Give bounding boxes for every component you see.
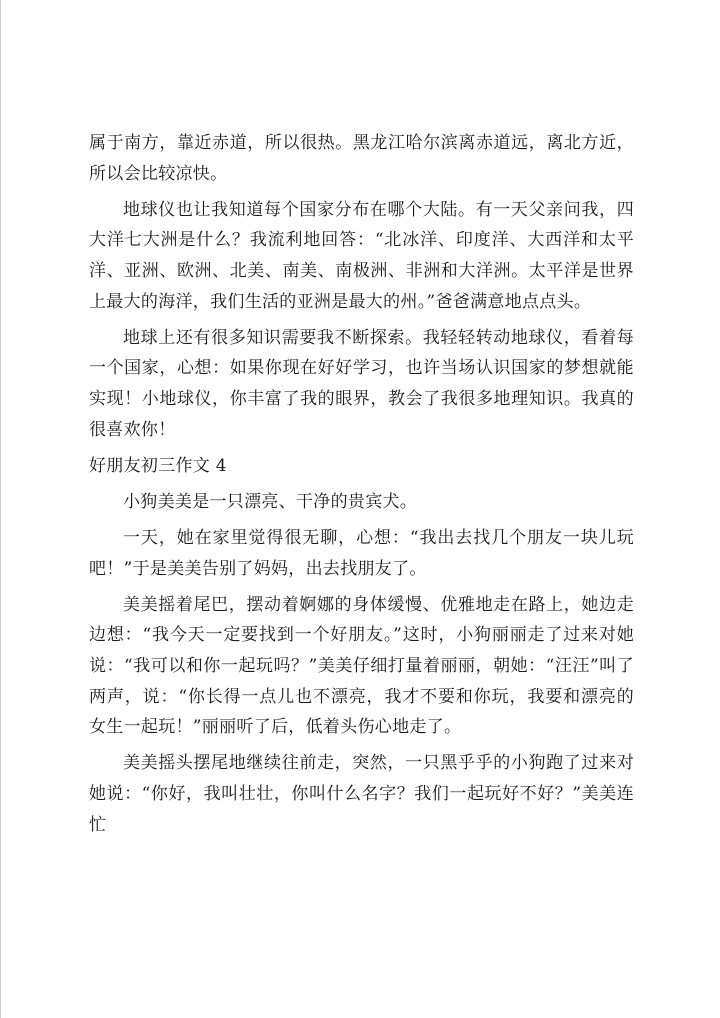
paragraph-1: 属于南方，靠近赤道，所以很热。黑龙江哈尔滨离赤道远，离北方近，所以会比较凉快。 [89,133,634,184]
paragraph-6: 美美摇着尾巴，摆动着婀娜的身体缓慢、优雅地走在路上，她边走边想：“我今天一定要找到一个好朋友。”这时，小狗丽丽走了过来对她说：“我可以和你一起玩吗？”美美仔细打量着丽丽，朝她：“汪汪”叫了两声，说：“你长得一点儿也不漂亮，我才不要和你玩，我要和漂亮的女生一起玩！”丽丽听了后，低着头伤心地走了。 [89,594,634,738]
paragraph-2: 地球仪也让我知道每个国家分布在哪个大陆。有一天父亲问我，四大洋七大洲是什么？我流利地回答：“北冰洋、印度洋、大西洋和太平洋、亚洲、欧洲、北美、南美、南极洲、非洲和大洋洲。太平洋是世界上最大的海洋，我们生活的亚洲是最大的州。”爸爸满意地点点头。 [89,199,634,312]
paragraph-5: 一天，她在家里觉得很无聊，心想：“我出去找几个朋友一块儿玩吧！”于是美美告别了妈妈，出去找朋友了。 [89,528,634,579]
page-edge [0,0,1,1018]
paragraph-7: 美美摇头摆尾地继续往前走，突然，一只黑乎乎的小狗跑了过来对她说：“你好，我叫壮壮，你叫什么名字？我们一起玩好不好？”美美连忙 [89,753,634,835]
essay-heading: 好朋友初三作文 4 [89,455,227,476]
paragraph-4: 小狗美美是一只漂亮、干净的贵宾犬。 [123,491,418,512]
paragraph-3: 地球上还有很多知识需要我不断探索。我轻轻转动地球仪，看着每一个国家，心想：如果你现在好好学习，也许当场认识国家的梦想就能实现！小地球仪，你丰富了我的眼界，教会了我很多地理知识。我真的很喜欢你！ [89,327,634,440]
document-body [89,128,634,846]
